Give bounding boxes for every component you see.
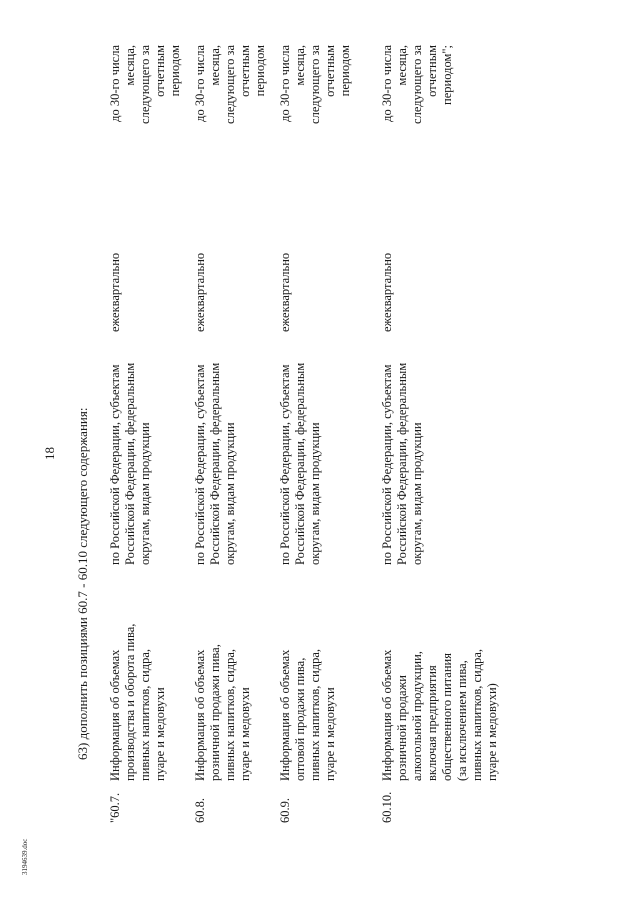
deadline: до 30-го числа месяца, следующего за отчетным периодом bbox=[108, 45, 182, 124]
position-number: 60.8. bbox=[193, 798, 207, 823]
position-number: 60.9. bbox=[278, 798, 292, 823]
frequency: ежеквартально bbox=[193, 252, 207, 332]
indicator-name: Информация об объемах оптовой продажи пива, пивных напитков, сидра, пуаре и медовухи bbox=[278, 648, 337, 781]
indicator-name: Информация об объемах производства и оборота пива, пивных напитков, сидра, пуаре и медовухи bbox=[108, 623, 167, 781]
position-number: "60.7. bbox=[108, 792, 122, 823]
detail-level: по Российской Федерации, субъектам Российской Федерации, федеральным округам, видам продукции bbox=[278, 362, 322, 565]
file-name-footer: 3194639.doc bbox=[21, 838, 29, 875]
position-number: 60.10. bbox=[380, 791, 394, 823]
detail-level: по Российской Федерации, субъектам Российской Федерации, федеральным округам, видам продукции bbox=[108, 362, 152, 565]
deadline: до 30-го числа месяца, следующего за отчетным периодом"; bbox=[380, 45, 454, 124]
deadline: до 30-го числа месяца, следующего за отчетным периодом bbox=[278, 45, 352, 124]
detail-level: по Российской Федерации, субъектам Российской Федерации, федеральным округам, видам продукции bbox=[380, 362, 424, 565]
page-number: 18 bbox=[42, 447, 57, 460]
frequency: ежеквартально bbox=[108, 252, 122, 332]
frequency: ежеквартально bbox=[380, 252, 394, 332]
indicator-name: Информация об объемах розничной продажи алкогольной продукции, включая предприятия общественного питания (за исключением пива, пивных напитков, сидра, пуаре и медовухи) bbox=[380, 648, 499, 781]
indicator-name: Информация об объемах розничной продажи пива, пивных напитков, сидра, пуаре и медовухи bbox=[193, 644, 252, 781]
intro-text: 63) дополнить позициями 60.7 - 60.10 следующего содержания: bbox=[75, 407, 90, 760]
deadline: до 30-го числа месяца, следующего за отчетным периодом bbox=[193, 45, 267, 124]
detail-level: по Российской Федерации, субъектам Российской Федерации, федеральным округам, видам продукции bbox=[193, 362, 237, 565]
frequency: ежеквартально bbox=[278, 252, 292, 332]
